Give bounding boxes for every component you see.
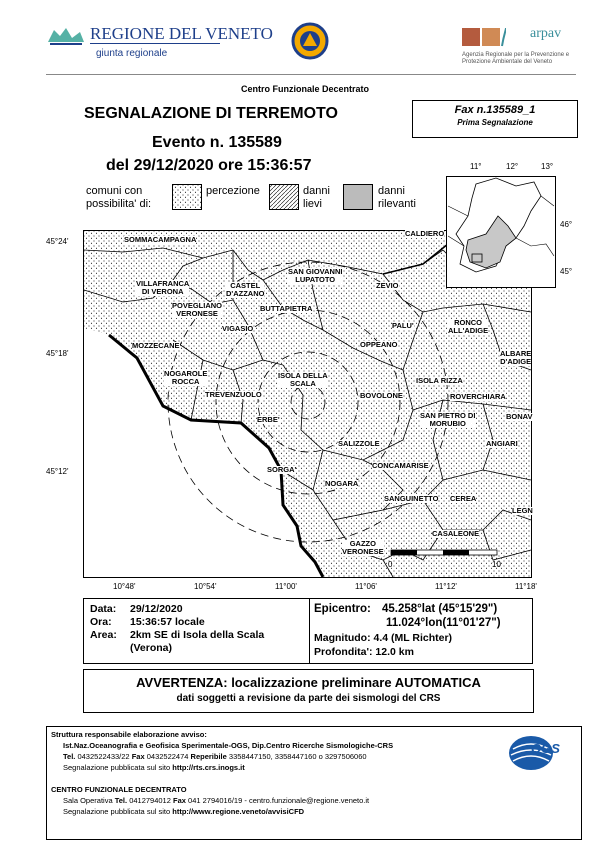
ogs-text: OGS: [531, 741, 560, 756]
lon-tick: 10°48': [113, 582, 136, 591]
footer-box: [46, 726, 582, 840]
lon-tick: 11°12': [435, 582, 457, 591]
area-label: Area:: [90, 629, 117, 641]
place-label: OPPEANO: [360, 340, 398, 349]
inset-lon-tick: 12°: [506, 162, 519, 171]
lat-tick: 45°12': [46, 467, 69, 476]
place-label: SANGUINETTO: [384, 494, 439, 503]
place-label: BUTTAPIETRA: [260, 304, 313, 313]
scale-label-10: 10: [492, 560, 501, 569]
place-label: NOGAROLE ROCCA: [164, 369, 208, 386]
place-label: LEGN: [512, 506, 533, 515]
place-label: ISOLA DELLA SCALA: [278, 371, 328, 388]
place-label: TREVENZUOLO: [205, 390, 262, 399]
place-label: CASALEONE: [432, 529, 480, 538]
footer-published-2: Segnalazione pubblicata sul sito http://www.regione.veneto/avvisiCFD: [63, 807, 305, 816]
event-info-box: [83, 598, 310, 664]
epicenter-info-box: [308, 598, 533, 664]
event-number: Evento n. 135589: [152, 134, 282, 151]
place-label: ERBE': [257, 415, 280, 424]
legend-caption: comuni con possibilita' di:: [86, 185, 152, 210]
place-label: SORGA': [267, 465, 297, 474]
legend-perception-label: percezione: [206, 185, 260, 197]
footer-struttura: Struttura responsabile elaborazione avviso:: [51, 730, 207, 739]
warning-title: AVVERTENZA: localizzazione preliminare AUTOMATICA: [136, 675, 481, 690]
arpav-icon: [462, 24, 506, 50]
giunta-label: giunta regionale: [96, 48, 168, 59]
area-value: 2km SE di Isola della Scala: [130, 629, 265, 641]
fax-box: [412, 100, 578, 138]
place-label: ROVERCHIARA: [450, 392, 506, 401]
footer-contacts: Tel. 0432522433/22 Fax 0432522474 Reperibile 3358447150, 3358447160 o 3297506060: [63, 752, 367, 761]
footer-sala: Sala Operativa Tel. 0412794012 Fax 041 2794016/19 - centro.funzionale@regione.veneto.it: [63, 796, 370, 805]
inset-lon-tick: 11°: [470, 162, 482, 171]
place-label: CONCAMARISE: [372, 461, 429, 470]
regione-veneto-logo: [46, 24, 273, 68]
place-label: ALBARE D'ADIGE: [500, 349, 532, 366]
inset-lat-tick: 45°: [560, 267, 573, 276]
inset-lon-tick: 13°: [541, 162, 554, 171]
lon-tick: 11°06': [355, 582, 377, 591]
inset-map: [446, 176, 556, 288]
place-label: CASTEL D'AZZANO: [226, 281, 265, 298]
legend-light-damage-label: danni lievi: [303, 185, 330, 210]
regione-link[interactable]: http://www.regione.veneto/avvisiCFD: [172, 807, 305, 816]
footer-institute: Ist.Naz.Oceanografia e Geofisica Sperimentale-OGS, Dip.Centro Ricerche Sismologiche-CRS: [63, 741, 394, 750]
place-label: BOVOLONE: [360, 391, 403, 400]
place-label: POVEGLIANO VERONESE: [172, 301, 223, 318]
place-label: GAZZO VERONESE: [342, 539, 384, 556]
rts-link[interactable]: http://rts.crs.inogs.it: [172, 763, 245, 772]
time-label: Ora:: [90, 616, 112, 628]
place-label: MOZZECANE: [132, 341, 180, 350]
legend-heavy-damage-label: danni rilevanti: [378, 185, 416, 210]
inset-lat-tick: 46°: [560, 220, 573, 229]
warning-subtitle: dati soggetti a revisione da parte dei sismologi del CRS: [176, 693, 441, 704]
place-label: VILLAFRANCA DI VERONA: [136, 279, 190, 296]
place-label: SALIZZOLE: [338, 439, 380, 448]
arpav-logo: [462, 24, 582, 72]
lat-tick: 45°24': [46, 237, 69, 246]
lon-tick: 11°18': [515, 582, 537, 591]
event-datetime: del 29/12/2020 ore 15:36:57: [106, 157, 312, 174]
scale-label-0: 0: [388, 560, 393, 569]
place-label: SAN GIOVANNI LUPATOTO: [288, 267, 343, 284]
lat-tick: 45°18': [46, 349, 69, 358]
place-label: SOMMACAMPAGNA: [124, 235, 197, 244]
date-value: 29/12/2020: [130, 603, 183, 615]
area-province: (Verona): [130, 642, 173, 654]
arpav-name: arpav: [530, 26, 562, 41]
place-label: ZEVIO: [376, 281, 399, 290]
place-label: NOGARA: [325, 479, 359, 488]
place-label: RONCO ALL'ADIGE: [448, 318, 489, 335]
epicenter-label: Epicentro:: [314, 603, 371, 615]
warning-box: [83, 669, 534, 713]
first-report-label: Prima Segnalazione: [457, 118, 533, 127]
legend-heavy-damage-swatch: [343, 184, 373, 210]
place-label: PALU': [392, 321, 414, 330]
place-label: BONAV: [506, 412, 533, 421]
footer-cfd-title: CENTRO FUNZIONALE DECENTRATO: [51, 785, 187, 794]
legend-perception-swatch: [172, 184, 202, 210]
place-label: ANGIARI: [486, 439, 518, 448]
regione-title: REGIONE DEL VENETO: [90, 24, 273, 43]
epicenter-lat: 45.258°lat (45°15'29"): [382, 603, 498, 615]
arpav-subtitle: Agenzia Regionale per la Prevenzione e Protezione Ambientale del Veneto: [462, 52, 570, 65]
legend-light-damage-swatch: [269, 184, 299, 210]
place-label: VIGASIO: [222, 324, 254, 333]
place-label: ISOLA RIZZA: [416, 376, 463, 385]
footer-published-1: Segnalazione pubblicata sul sito http://rts.crs.inogs.it: [63, 763, 245, 772]
protezione-civile-logo: [291, 22, 329, 65]
lon-tick: 10°54': [194, 582, 217, 591]
place-label: CEREA: [450, 494, 477, 503]
fax-number: Fax n.135589_1: [454, 104, 536, 116]
lion-icon: [46, 24, 86, 46]
centro-funzionale-title: Centro Funzionale Decentrato: [240, 84, 369, 94]
report-title: SEGNALAZIONE DI TERREMOTO: [84, 105, 338, 122]
place-label: SAN PIETRO DI MORUBIO: [420, 411, 476, 428]
depth: Profondita': 12.0 km: [314, 646, 414, 658]
place-label: CALDIERO: [405, 229, 445, 238]
time-value: 15:36:57 locale: [130, 616, 205, 628]
magnitude: Magnitudo: 4.4 (ML Richter): [314, 632, 453, 644]
date-label: Data:: [90, 603, 117, 615]
epicenter-lon: 11.024°lon(11°01'27"): [386, 617, 501, 629]
lon-tick: 11°00': [275, 582, 297, 591]
